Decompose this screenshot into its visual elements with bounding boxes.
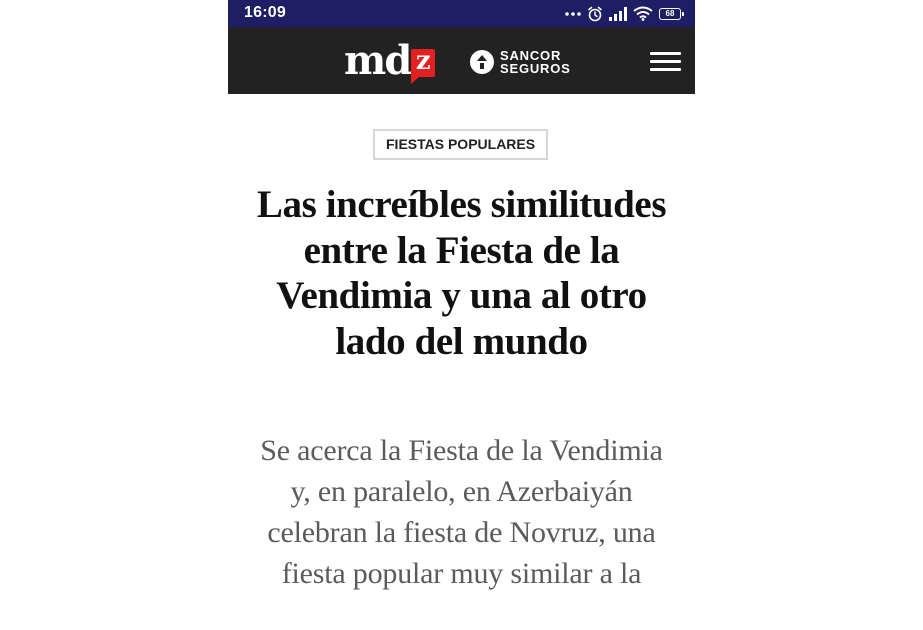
logo-text: md (344, 37, 411, 84)
status-time: 16:09 (244, 4, 286, 21)
mdz-logo[interactable] (344, 37, 435, 85)
signal-icon (609, 7, 627, 21)
battery-level: 68 (665, 8, 675, 18)
sponsor-line1: SANCOR (500, 48, 562, 63)
article-lead: Se acerca la Fiesta de la Vendimia y, en paralelo, en Azerbaiyán celebran la fiesta de Novruz, una fiesta popular muy similar a la (260, 434, 663, 590)
article-headline: Las increíbles similitudes entre la Fiesta de la Vendimia y una al otro lado del mundo (256, 183, 667, 363)
sancor-icon (470, 50, 494, 74)
logo-accent-letter: z (411, 49, 435, 77)
sponsor-line2: SEGUROS (500, 61, 571, 76)
hamburger-menu-icon[interactable] (650, 50, 681, 72)
status-icons (565, 4, 681, 23)
menu-line (650, 52, 681, 55)
sponsor-text (500, 49, 571, 75)
category-tag[interactable]: FIESTAS POPULARES (373, 129, 548, 160)
menu-line (650, 60, 681, 63)
wifi-icon (633, 6, 653, 21)
menu-line (650, 68, 681, 71)
more-dots-icon (565, 11, 581, 17)
site-header (228, 27, 695, 94)
battery-icon (659, 8, 681, 20)
alarm-icon (587, 6, 603, 22)
sponsor-logo[interactable] (470, 49, 571, 75)
status-bar (228, 0, 695, 27)
phone-screen (228, 0, 695, 630)
